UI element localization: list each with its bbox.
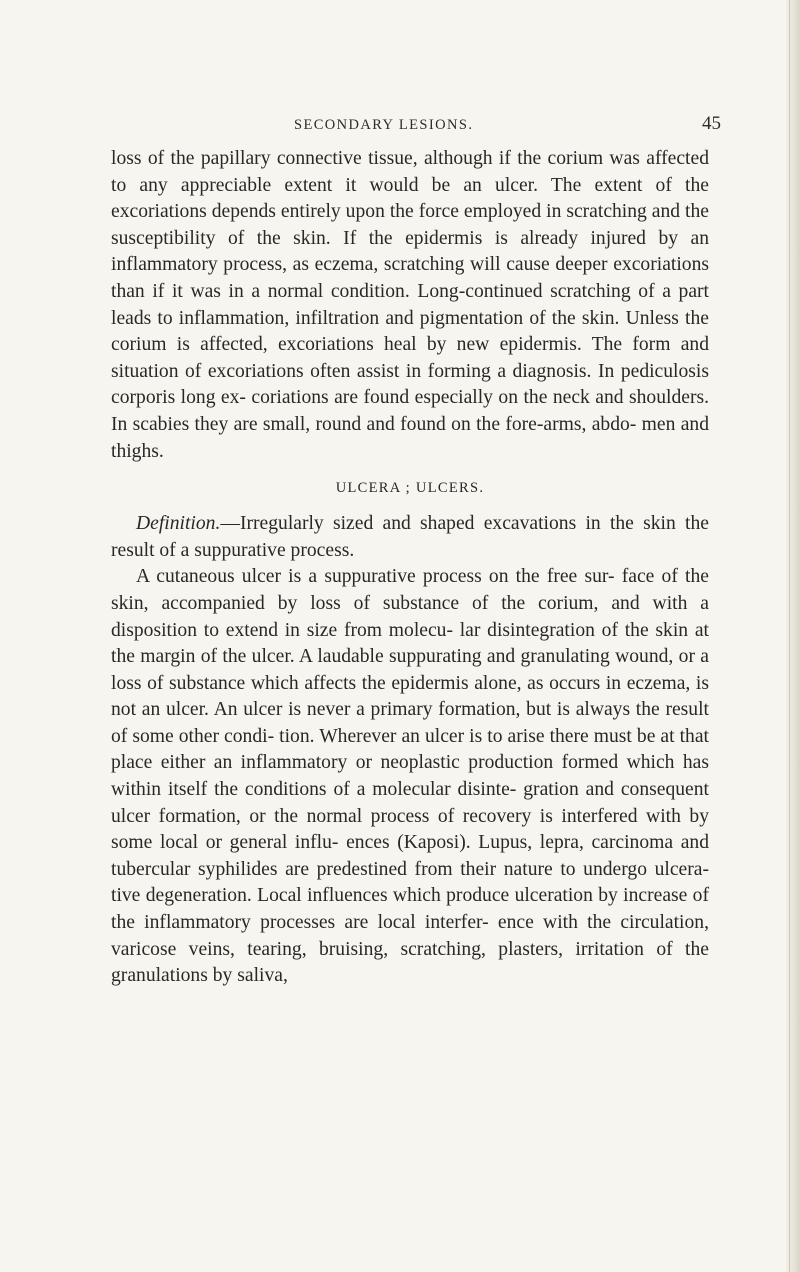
page-edge-line [789,0,790,1272]
section-heading: ULCERA ; ULCERS. [335,480,485,497]
definition-text: —Irregularly sized and shaped excavations in the skin the result of a suppurative process. [111,513,709,561]
body-text [111,146,709,990]
paragraph-ulcer: A cutaneous ulcer is a suppurative process on the free sur- face of the skin, accompanied by loss of substance of the corium, and with a disposition to extend in size from molecu- lar disintegration of the skin at the margin of the ulcer. A laudable suppurating and granulating wound, or a loss of substance which affects the epidermis alone, as occurs in eczema, is not an ulcer. An ulcer is never a primary formation, but is always the result of some other condi- tion. Wherever an ulcer is to arise there must be at that place either an inflammatory or neoplastic production formed which has within itself the conditions of a molecular disinte- gration and consequent ulcer formation, or the normal process of recovery is interfered with by some local or general influ- ences (Kaposi). Lupus, lepra, carcinoma and tubercular syphilides are predestined from their nature to undergo ulcera- tive degeneration. Local influences which produce ulceration by increase of the inflammatory processes are local interfer- ence with the circulation, varicose veins, tearing, bruising, scratching, plasters, irritation of the granulations by saliva, [111,566,709,987]
paragraph-definition [111,511,709,564]
running-head: SECONDARY LESIONS. [294,117,474,133]
page-number: 45 [702,113,721,134]
definition-term: Definition. [136,513,221,535]
paragraph-excoriations: loss of the papillary connective tissue, although if the corium was affected to any appreciable extent it would be an ulcer. The extent of the excoriations depends entirely upon the force employed in scratching and the susceptibility of the skin. If the epidermis is already injured by an inflammatory process, as eczema, scratching will cause deeper excoriations than if it was in a normal condition. Long-continued scratching of a part leads to inflammation, infiltration and pigmentation of the skin. Unless the corium is affected, excoriations heal by new epidermis. The form and situation of excoriations often assist in forming a diagnosis. In pediculosis corporis long ex- coriations are found especially on the neck and shoulders. In scabies they are small, round and found on the fore-arms, abdo- men and thighs. [111,148,709,462]
